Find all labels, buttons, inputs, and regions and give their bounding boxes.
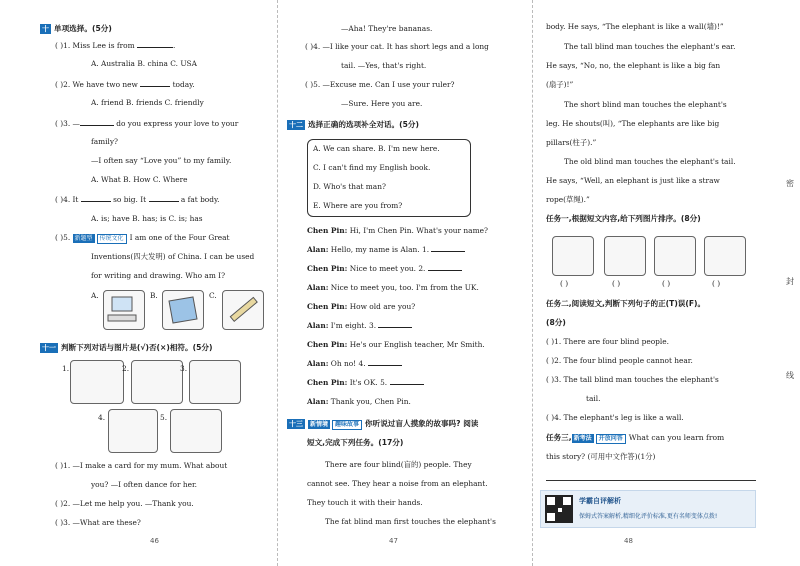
passage-line: He says, “Well, an elephant is just like a straw <box>546 176 720 185</box>
banner-title: 学霸自评解析 <box>579 497 621 505</box>
picture-4 <box>108 409 158 453</box>
section-heading-4-cont: 短文,完成下列任务。(17分) <box>307 438 404 447</box>
option-a-label: A. <box>91 291 99 300</box>
page-divider-left <box>277 0 278 566</box>
qr-code[interactable] <box>545 495 573 523</box>
option-c-label: C. <box>209 291 217 300</box>
dialog-6: Alan: I'm eight. 3. <box>307 321 412 331</box>
dialog-9: Chen Pin: It's OK. 5. <box>307 378 424 388</box>
story-picture-3 <box>654 236 696 276</box>
question-4: ( )4. It so big. It a fat body. <box>55 195 220 204</box>
question-5-text2: for writing and drawing. Who am I? <box>91 271 226 280</box>
picture-3 <box>189 360 241 404</box>
option-b-label: B. <box>150 291 158 300</box>
paper-image <box>162 290 204 330</box>
page-46 <box>0 0 268 566</box>
statement-2: ( )2. The four blind people cannot hear. <box>546 356 693 365</box>
passage-line: They touch it with their hands. <box>307 498 423 507</box>
question-5-text: Inventions(四大发明) of China. I can be used <box>91 252 255 261</box>
task-2-score: (8分) <box>546 318 566 327</box>
passage-line: He says, “No, no, the elephant is like a big fan <box>546 61 721 70</box>
passage-line: rope(草绳).” <box>546 195 590 204</box>
side-mark: 密 <box>786 179 794 188</box>
option-ab: A. We can share. B. I'm new here. <box>313 144 440 153</box>
task-1-heading: 任务一,根据短文内容,给下列图片排序。(8分) <box>546 214 701 223</box>
side-mark: 封 <box>786 277 794 286</box>
passage-line: The fat blind man first touches the elephant's <box>325 517 496 526</box>
pic-label-2: 2. <box>122 364 130 373</box>
judge-1-cont: you? —I often dance for her. <box>91 480 198 489</box>
answer-bracket: ( ) <box>612 279 621 288</box>
question-3-cont: family? <box>91 137 119 146</box>
self-check-banner <box>540 490 756 528</box>
section-heading-2: 十一 判断下列对话与图片是(√)否(×)相符。(5分) <box>42 343 213 352</box>
question-2-options: A. friend B. friends C. friendly <box>91 98 204 107</box>
question-1-options: A. Australia B. china C. USA <box>91 59 197 68</box>
pic-label-5: 5. <box>160 413 168 422</box>
option-d: D. Who's that man? <box>313 182 386 191</box>
statement-4: ( )4. The elephant's leg is like a wall. <box>546 413 684 422</box>
answer-bracket: ( ) <box>712 279 721 288</box>
judge-5: ( )5. —Excuse me. Can I use your ruler? <box>305 80 455 89</box>
picture-1 <box>70 360 124 404</box>
answer-line <box>546 480 756 481</box>
judge-4-cont: tail. —Yes, that's right. <box>341 61 427 70</box>
dialog-line: —Aha! They're bananas. <box>341 24 433 33</box>
passage-line: body. He says, “The elephant is like a wall(墙)!” <box>546 22 724 31</box>
passage-line: There are four blind(盲的) people. They <box>325 460 472 469</box>
story-picture-1 <box>552 236 594 276</box>
judge-5-cont: —Sure. Here you are. <box>341 99 423 108</box>
picture-5 <box>170 409 222 453</box>
statement-3: ( )3. The tall blind man touches the elephant's <box>546 375 719 384</box>
question-3: ( )3. — do you express your love to your <box>55 119 239 128</box>
question-4-options: A. is; have B. has; is C. is; has <box>91 214 203 223</box>
statement-3-cont: tail. <box>586 394 601 403</box>
computer-image <box>103 290 145 330</box>
dialog-4: Alan: Nice to meet you, too. I'm from the UK. <box>307 283 479 292</box>
section-heading-3: 十二 选择正确的选项补全对话。(5分) <box>289 120 419 129</box>
page-number: 47 <box>389 537 398 545</box>
dialog-5: Chen Pin: How old are you? <box>307 302 416 311</box>
page-number: 46 <box>150 537 159 545</box>
question-5: ( )5. 新题型 传统文化 I am one of the Four Great <box>55 233 230 242</box>
section-heading: 十 单项选择。(5分) <box>42 24 112 33</box>
judge-2: ( )2. —Let me help you. —Thank you. <box>55 499 194 508</box>
question-1: ( )1. Miss Lee is from . <box>55 41 176 50</box>
dialog-7: Chen Pin: He's our English teacher, Mr Smith. <box>307 340 485 349</box>
statement-1: ( )1. There are four blind people. <box>546 337 669 346</box>
dialog-10: Alan: Thank you, Chen Pin. <box>307 397 411 406</box>
dialog-8: Alan: Oh no! 4. <box>307 359 402 369</box>
banner-text: 保姆式答案解析,精细化评价标准,更有名师变体点拨! <box>579 513 718 520</box>
answer-bracket: ( ) <box>662 279 671 288</box>
passage-line: leg. He shouts(叫), “The elephants are like big <box>546 119 720 128</box>
page-47 <box>287 0 525 566</box>
dialog-1: Chen Pin: Hi, I'm Chen Pin. What's your name? <box>307 226 488 235</box>
task-2-heading: 任务二,阅读短文,判断下列句子的正(T)误(F)。 <box>546 299 706 308</box>
judge-1: ( )1. —I make a card for my mum. What about <box>55 461 228 470</box>
pic-label-1: 1. <box>62 364 70 373</box>
page-number: 48 <box>624 537 633 545</box>
page-divider-right <box>532 0 533 566</box>
picture-2 <box>131 360 183 404</box>
question-3-answer: —I often say “Love you” to my family. <box>91 156 232 165</box>
passage-line: The short blind man touches the elephant's <box>564 100 727 109</box>
task-3-heading: 任务三, 新考法 开放问答 What can you learn from <box>546 433 725 442</box>
question-3-options: A. What B. How C. Where <box>91 175 188 184</box>
passage-line: pillars(柱子).” <box>546 138 597 147</box>
passage-line: The tall blind man touches the elephant's ear. <box>564 42 736 51</box>
section-heading-4: 十三 新情境 趣味故事 你听说过盲人摸象的故事吗? 阅读 <box>289 419 479 428</box>
ruler-image <box>222 290 264 330</box>
pic-label-3: 3. <box>180 364 188 373</box>
task-3-cont: this story? (可用中文作答)(1分) <box>546 452 656 461</box>
pic-label-4: 4. <box>98 413 106 422</box>
answer-bracket: ( ) <box>560 279 569 288</box>
passage-line: The old blind man touches the elephant's tail. <box>564 157 736 166</box>
side-mark: 线 <box>786 371 794 380</box>
judge-4: ( )4. —I like your cat. It has short legs and a long <box>305 42 489 51</box>
story-picture-2 <box>604 236 646 276</box>
dialog-3: Chen Pin: Nice to meet you. 2. <box>307 264 462 274</box>
passage-line: (扇子)!” <box>546 80 574 89</box>
dialog-2: Alan: Hello, my name is Alan. 1. <box>307 245 465 255</box>
judge-3: ( )3. —What are these? <box>55 518 141 527</box>
question-2: ( )2. We have two new today. <box>55 80 195 89</box>
option-c: C. I can't find my English book. <box>313 163 431 172</box>
option-e: E. Where are you from? <box>313 201 403 210</box>
passage-line: cannot see. They hear a noise from an elephant. <box>307 479 488 488</box>
page-48 <box>538 0 762 566</box>
story-picture-4 <box>704 236 746 276</box>
